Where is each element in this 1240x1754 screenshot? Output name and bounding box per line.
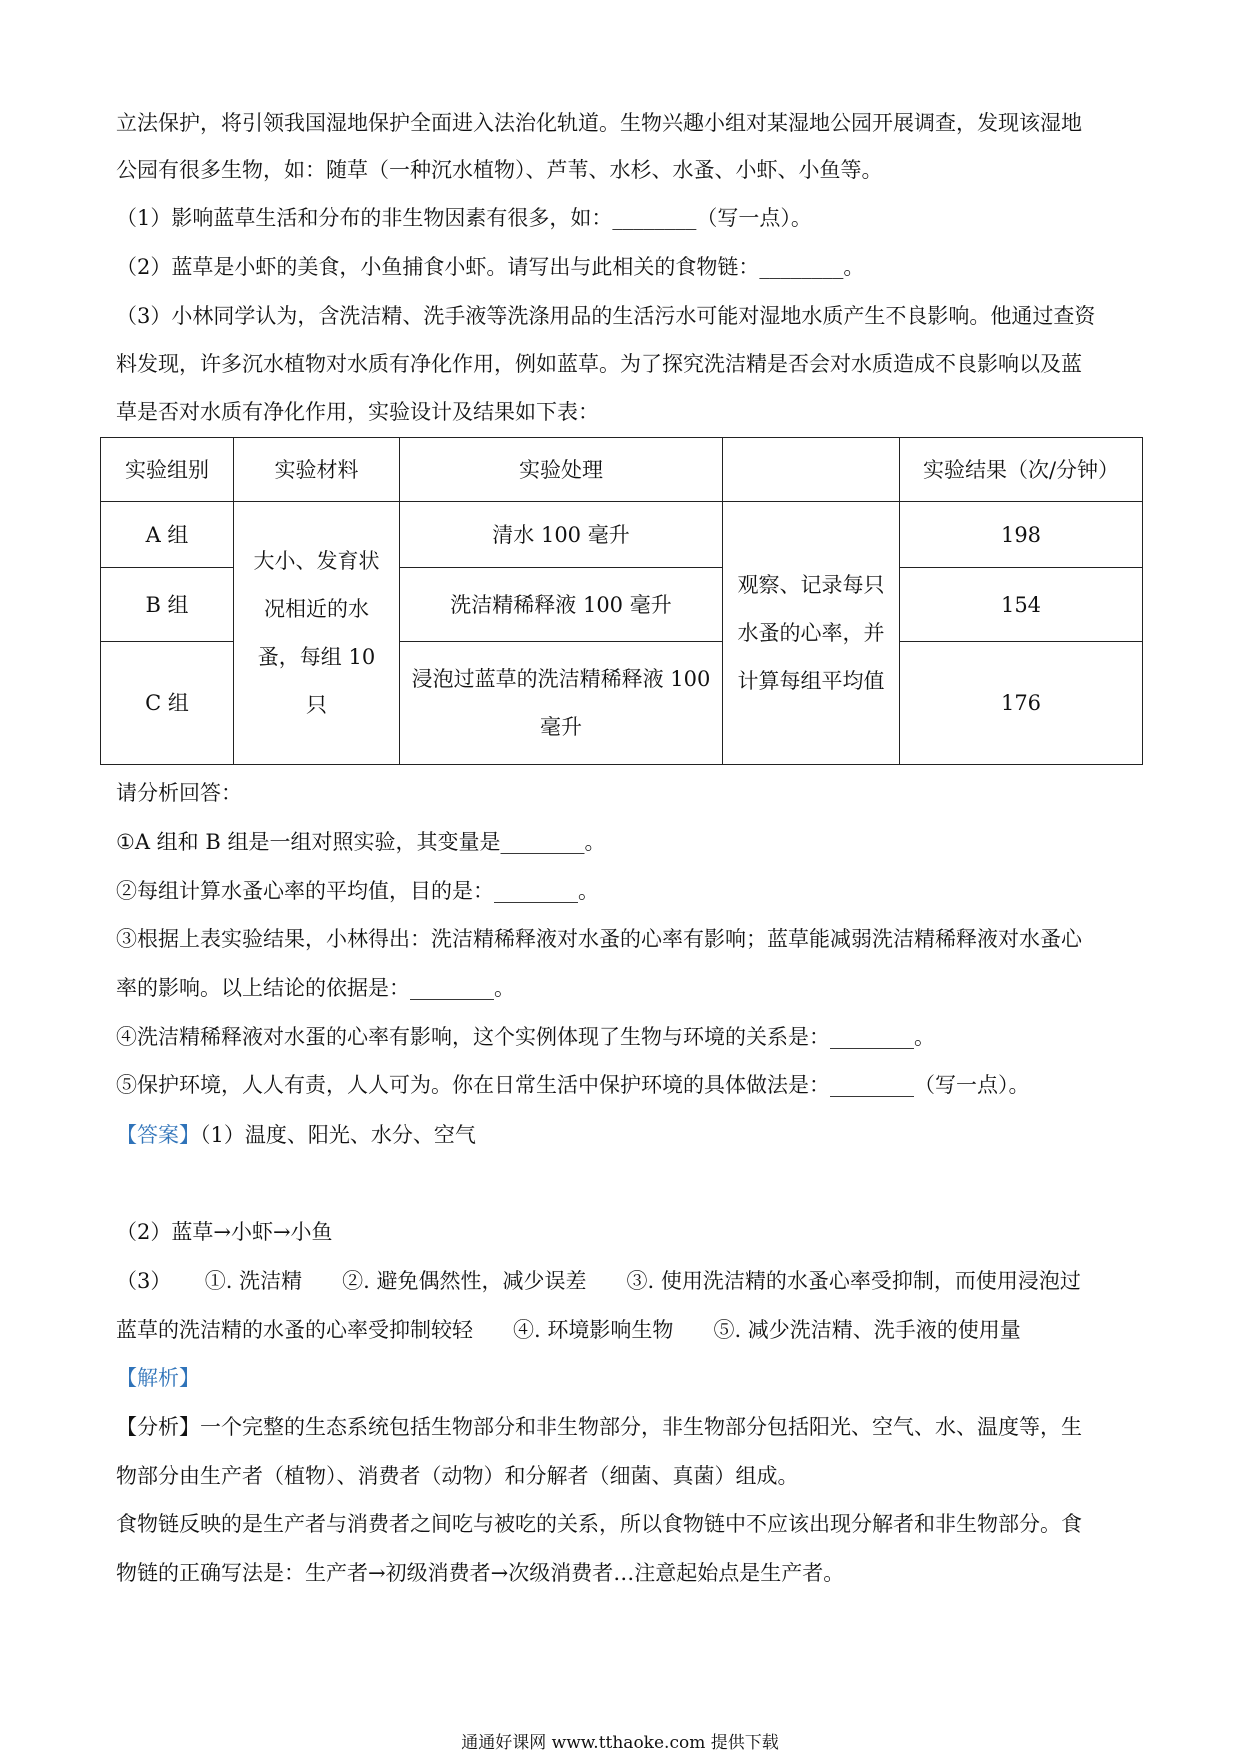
- header-group: 实验组别: [101, 438, 234, 502]
- explanation-tag: 【解析】: [116, 1366, 200, 1390]
- intro-line-1: 立法保护，将引领我国湿地保护全面进入法治化轨道。生物兴趣小组对某湿地公园开展调查，发现该湿地: [116, 111, 1082, 135]
- explanation-line-2: 物部分由生产者（植物）、消费者（动物）和分解者（细菌、真菌）组成。: [116, 1464, 799, 1488]
- table-row: [101, 502, 1143, 568]
- question-1: （1）影响蓝草生活和分布的非生物因素有很多，如：________（写一点）。: [116, 206, 812, 230]
- answer-1: （1）温度、阳光、水分、空气: [200, 1123, 476, 1147]
- result-a: 198: [900, 502, 1143, 568]
- header-blank: [723, 438, 900, 502]
- observation-cell: 观察、记录每只水蚤的心率，并计算每组平均值: [723, 502, 900, 765]
- explanation-line-4: 物链的正确写法是：生产者→初级消费者→次级消费者…注意起始点是生产者。: [116, 1561, 845, 1585]
- group-b: B 组: [101, 568, 234, 642]
- subquestion-4: ④洗洁精稀释液对水蛋的心率有影响，这个实例体现了生物与环境的关系是：________。: [116, 1025, 935, 1049]
- answer-line-2: （2）蓝草→小虾→小鱼: [116, 1220, 333, 1244]
- result-b: 154: [900, 568, 1143, 642]
- subquestion-5: ⑤保护环境，人人有责，人人可为。你在日常生活中保护环境的具体做法是：________（写一点）。: [116, 1073, 1030, 1097]
- question-3-line-3: 草是否对水质有净化作用，实验设计及结果如下表：: [116, 400, 599, 424]
- treatment-b: 洗洁精稀释液 100 毫升: [400, 568, 723, 642]
- answer-line-1: [116, 1120, 476, 1150]
- question-3-line-2: 料发现，许多沉水植物对水质有净化作用，例如蓝草。为了探究洗洁精是否会对水质造成不良影响以及蓝: [116, 352, 1082, 376]
- footer: 通通好课网 www.tthaoke.com 提供下载: [461, 1733, 779, 1753]
- question-2: （2）蓝草是小虾的美食，小鱼捕食小虾。请写出与此相关的食物链：________。: [116, 255, 865, 279]
- group-c: C 组: [101, 642, 234, 765]
- subquestion-1: ①A 组和 B 组是一组对照实验，其变量是________。: [116, 830, 606, 854]
- intro-line-2: 公园有很多生物，如：随草（一种沉水植物）、芦苇、水杉、水蚤、小虾、小鱼等。: [116, 158, 883, 182]
- question-3-line-1: （3）小林同学认为，含洗洁精、洗手液等洗涤用品的生活污水可能对湿地水质产生不良影响。他通过查资: [116, 304, 1096, 328]
- explanation-line-3: 食物链反映的是生产者与消费者之间吃与被吃的关系，所以食物链中不应该出现分解者和非生物部分。食: [116, 1512, 1082, 1536]
- answer-line-4: 蓝草的洗洁精的水蚤的心率受抑制较轻 ④. 环境影响生物 ⑤. 减少洗洁精、洗手液的使用量: [116, 1318, 1021, 1342]
- subquestion-3-line-1: ③根据上表实验结果，小林得出：洗洁精稀释液对水蚤的心率有影响；蓝草能减弱洗洁精稀释液对水蚤心: [116, 927, 1082, 951]
- analysis-prompt: 请分析回答：: [116, 781, 242, 805]
- experiment-table: [100, 437, 1143, 765]
- treatment-c: 浸泡过蓝草的洗洁精稀释液 100 毫升: [400, 642, 723, 765]
- header-result: 实验结果（次/分钟）: [900, 438, 1143, 502]
- subquestion-2: ②每组计算水蚤心率的平均值，目的是：________。: [116, 879, 599, 903]
- subquestion-3-line-2: 率的影响。以上结论的依据是：________。: [116, 976, 515, 1000]
- header-material: 实验材料: [234, 438, 400, 502]
- answer-tag: 【答案】: [116, 1123, 200, 1147]
- header-treatment: 实验处理: [400, 438, 723, 502]
- material-cell: 大小、发育状况相近的水蚤，每组 10 只: [234, 502, 400, 765]
- treatment-a: 清水 100 毫升: [400, 502, 723, 568]
- result-c: 176: [900, 642, 1143, 765]
- table-header-row: [101, 438, 1143, 502]
- answer-line-3: （3） ①. 洗洁精 ②. 避免偶然性，减少误差 ③. 使用洗洁精的水蚤心率受抑制，而使用浸泡过: [116, 1269, 1081, 1293]
- explanation-line-1: 【分析】一个完整的生态系统包括生物部分和非生物部分，非生物部分包括阳光、空气、水、温度等，生: [116, 1415, 1082, 1439]
- group-a: A 组: [101, 502, 234, 568]
